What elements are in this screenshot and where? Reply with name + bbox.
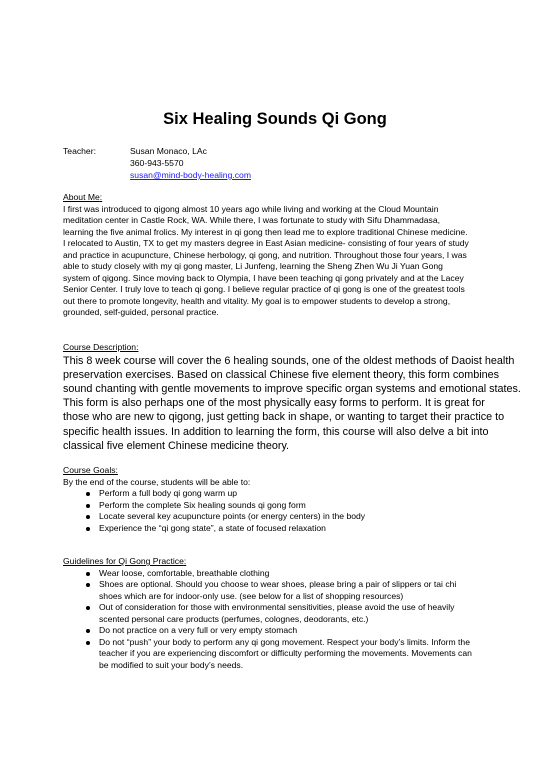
guideline-item-text: Wear loose, comfortable, breathable clothing <box>99 567 270 578</box>
goal-item <box>63 500 493 512</box>
about-line: I first was introduced to qigong almost 10 years ago while living and working at the Cloud Mountain <box>63 203 439 214</box>
about-line: meditation center in Castle Rock, WA. While there, I was fortunate to study with Sifu Dhammadasa, <box>63 215 441 225</box>
about-line: learning the five animal frolics. My interest in qi gong then lead me to explore traditional Chinese medicine. <box>63 226 468 237</box>
goals-intro: By the end of the course, students will be able to: <box>63 476 251 487</box>
guidelines-heading: Guidelines for Qi Gong Practice: <box>63 556 187 566</box>
guideline-item <box>63 568 493 580</box>
description-line: preservation exercises. Based on classical Chinese five element theory, this form combines <box>63 368 500 381</box>
teacher-phone: 360-943-5570 <box>130 158 184 168</box>
bullet-icon <box>86 572 90 576</box>
goal-item-text: Perform a full body qi gong warm up <box>99 488 238 498</box>
document-title: Six Healing Sounds Qi Gong <box>163 110 387 128</box>
about-line: grounded, self-guided, personal practice. <box>63 307 219 317</box>
guideline-item-text: Do not practice on a very full or very empty stomach <box>99 625 298 635</box>
guideline-item-text: Shoes are optional. Should you choose to wear shoes, please bring a pair of slippers or tai chi <box>99 579 457 589</box>
bullet-icon <box>86 492 90 496</box>
description-line: those who are new to qigong, just getting back in shape, or wanting to target their practice to <box>63 411 505 424</box>
guideline-item-text: be modified to suit your body’s needs. <box>99 659 244 670</box>
guideline-item <box>63 637 493 672</box>
bullet-icon <box>86 504 90 508</box>
description-heading: Course Description: <box>63 342 139 352</box>
guideline-item-text: shoes which are for indoor-only use. (see below for a list of shopping resources) <box>99 590 404 601</box>
about-section <box>63 192 493 319</box>
about-body <box>63 204 493 319</box>
teacher-name: Susan Monaco, LAc <box>130 146 207 156</box>
teacher-info <box>130 145 251 181</box>
goal-item-text: Perform the complete Six healing sounds qi gong form <box>99 499 306 510</box>
bullet-icon <box>86 606 90 610</box>
guideline-item-text: Do not “push” your body to perform any qi gong movement. Respect your body’s limits. Inform the <box>99 636 470 647</box>
goal-item <box>63 488 493 500</box>
bullet-icon <box>86 629 90 633</box>
description-line: This 8 week course will cover the 6 healing sounds, one of the oldest methods of Daoist health <box>63 354 515 367</box>
goals-section <box>63 465 493 534</box>
about-line: able to study closely with my qi gong master, Li Junfeng, learning the Sheng Zhen Wu Ji Yuan Gong <box>63 261 443 271</box>
bullet-icon <box>86 515 90 519</box>
description-line: specific health issues. In addition to learning the form, this course will also delve a bit into <box>63 425 489 438</box>
guideline-item <box>63 625 493 637</box>
guidelines-section <box>63 556 493 671</box>
about-heading: About Me: <box>63 192 103 202</box>
goal-item <box>63 523 493 535</box>
guideline-item <box>63 602 493 625</box>
description-line: sound chanting with gentle movements to improve specific organ systems and emotional states. <box>63 382 521 395</box>
teacher-label: Teacher: <box>63 146 96 156</box>
bullet-icon <box>86 641 90 645</box>
goal-item-text: Locate several key acupuncture points (or energy centers) in the body <box>99 511 366 521</box>
guidelines-list <box>63 568 493 672</box>
description-line: classical five element Chinese medicine theory. <box>63 439 290 452</box>
guideline-item <box>63 579 493 602</box>
teacher-email-link[interactable]: susan@mind-body-healing.com <box>130 170 251 180</box>
goal-item-text: Experience the “qi gong state”, a state of focused relaxation <box>99 522 326 533</box>
description-body <box>63 354 521 453</box>
goal-item <box>63 511 493 523</box>
about-line: and practice in acupuncture, Chinese herbology, qi gong, and nutrition. Throughout those four years, I was <box>63 249 467 260</box>
guideline-item-text: Out of consideration for those with environmental sensitivities, please avoid the use of heavily <box>99 602 455 612</box>
goals-heading: Course Goals: <box>63 465 118 475</box>
bullet-icon <box>86 583 90 587</box>
description-line: This form is also perhaps one of the most physically easy forms to perform. It is great for <box>63 397 485 410</box>
bullet-icon <box>86 527 90 531</box>
about-line: I relocated to Austin, TX to get my masters degree in East Asian medicine- consisting of four years of study <box>63 238 469 248</box>
description-section <box>63 342 521 453</box>
about-line: Senior Center. I truly love to teach qi gong. I believe regular practice of qi gong is one of the greatest tools <box>63 284 465 294</box>
about-line: out there to promote longevity, health and vitality. My goal is to empower students to develop a strong, <box>63 295 451 306</box>
about-line: system of qigong. Since moving back to Olympia, I have been teaching qi gong privately and at the Lacey <box>63 272 464 283</box>
goals-list <box>63 488 493 534</box>
guideline-item-text: teacher if you are experiencing discomfort or difficulty performing the movements. Movements can <box>99 648 472 658</box>
guideline-item-text: scented personal care products (perfumes, colognes, deodorants, etc.) <box>99 613 369 624</box>
